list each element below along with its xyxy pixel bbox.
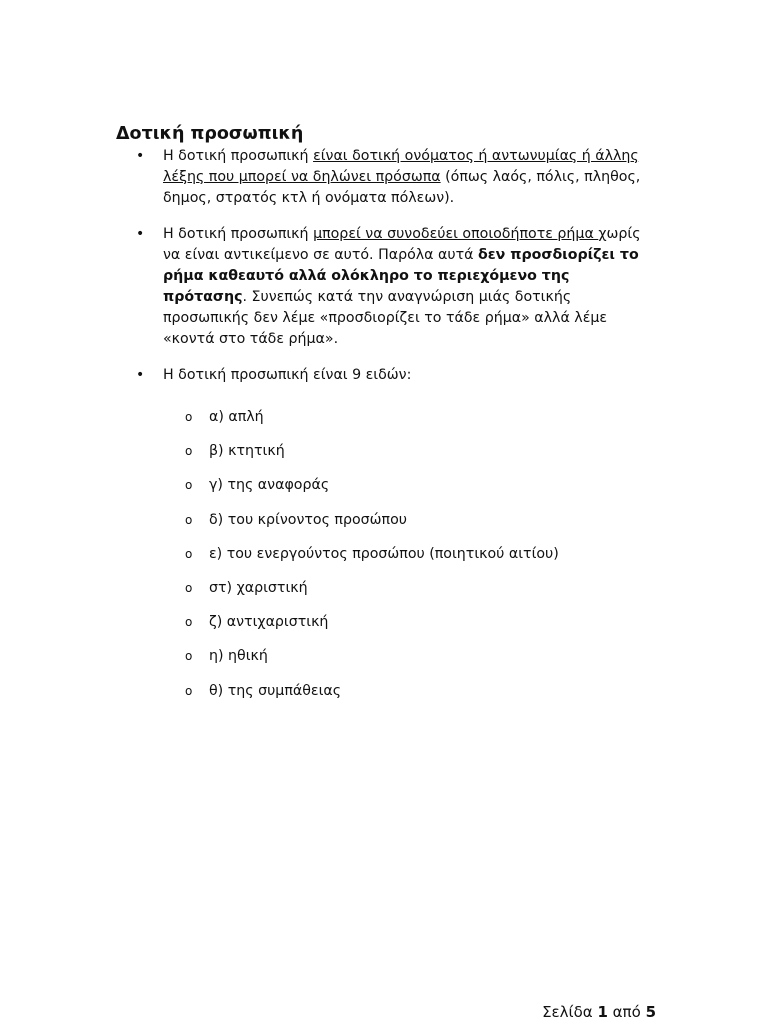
- bullet-marker: •: [136, 367, 145, 383]
- list-item: [163, 544, 656, 565]
- circle-bullet-icon: o: [185, 580, 193, 595]
- list-item-text: ε) του ενεργούντος προσώπου (ποιητικού αιτίου): [209, 545, 559, 562]
- bullet-text-part: . Συνεπώς κατά την αναγνώριση μιάς δοτικής προσωπικής δεν λέμε «προσδιορίζει το τάδε ρήμα» αλλά λέμε «κοντά στο τάδε ρήμα».: [163, 289, 608, 347]
- page-label: Σελίδα: [542, 1003, 593, 1021]
- list-item-text: γ) της αναφοράς: [209, 477, 330, 494]
- bullet-item-types: [136, 365, 656, 702]
- of-label: από: [612, 1003, 641, 1021]
- total-pages-number: 5: [645, 1003, 656, 1021]
- list-item: [163, 475, 656, 496]
- list-item: [163, 681, 656, 702]
- bullet-text-part: (όπως λαός, πόλις, πληθος, δημος, στρατός κτλ ή ονόματα πόλεων).: [163, 169, 641, 206]
- list-item-text: θ) της συμπάθειας: [209, 682, 342, 699]
- list-item: [163, 578, 656, 599]
- bullet-list: [136, 146, 656, 715]
- bullet-text-part: χωρίς να είναι αντικείμενο σε αυτό. Παρόλα αυτά: [163, 226, 641, 263]
- current-page-number: 1: [597, 1003, 608, 1021]
- bullet-item-usage: [136, 224, 656, 350]
- list-item-text: ζ) αντιχαριστική: [209, 614, 329, 631]
- circle-bullet-icon: o: [185, 546, 193, 561]
- circle-bullet-icon: o: [185, 683, 193, 698]
- bold-text: δεν προσδιορίζει το ρήμα καθεαυτό αλλά ολόκληρο το περιεχόμενο της πρότασης: [163, 247, 639, 305]
- underlined-text: είναι δοτική ονόματος ή αντωνυμίας ή άλλης λέξης που μπορεί να δηλώνει πρόσωπα: [163, 148, 639, 185]
- bullet-marker: •: [136, 226, 145, 242]
- section-title: Δοτική προσωπική: [116, 124, 304, 144]
- list-item-text: α) απλή: [209, 409, 264, 425]
- bullet-item-definition: [136, 146, 656, 209]
- list-item: [163, 646, 656, 667]
- list-item: [163, 612, 656, 633]
- page-number-footer: [542, 1003, 656, 1021]
- circle-bullet-icon: o: [185, 512, 193, 527]
- circle-bullet-icon: o: [185, 478, 193, 493]
- bullet-text-part: Η δοτική προσωπική: [163, 148, 314, 164]
- list-item: [163, 407, 656, 428]
- list-item-text: στ) χαριστική: [209, 579, 308, 596]
- circle-bullet-icon: o: [185, 615, 193, 630]
- underlined-text: μπορεί να συνοδεύει οποιοδήποτε ρήμα: [313, 226, 599, 242]
- types-sublist: [163, 407, 656, 702]
- circle-bullet-icon: o: [185, 649, 193, 664]
- bullet-marker: •: [136, 148, 145, 164]
- circle-bullet-icon: o: [185, 410, 193, 424]
- list-item: [163, 441, 656, 462]
- bullet-text-part: Η δοτική προσωπική είναι 9 ειδών:: [163, 367, 412, 383]
- list-item-text: β) κτητική: [209, 443, 285, 460]
- bullet-text-part: Η δοτική προσωπική: [163, 226, 314, 242]
- list-item: [163, 510, 656, 531]
- list-item-text: δ) του κρίνοντος προσώπου: [209, 511, 407, 528]
- circle-bullet-icon: o: [185, 444, 193, 459]
- list-item-text: η) ηθική: [209, 648, 268, 665]
